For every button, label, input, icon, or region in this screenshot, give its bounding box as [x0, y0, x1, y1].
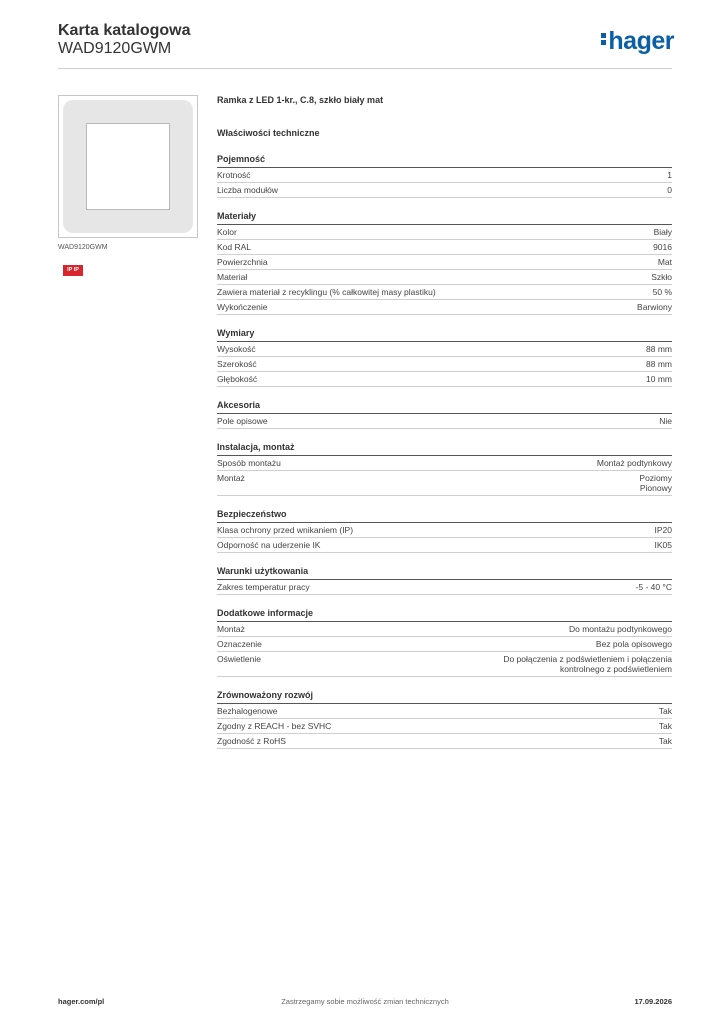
spec-row: [217, 255, 672, 270]
spec-value-line: IP20: [654, 525, 672, 535]
spec-row: [217, 372, 672, 387]
spec-value-line: Nie: [659, 416, 672, 426]
spec-label: Materiał: [217, 272, 248, 282]
spec-value: [651, 272, 672, 282]
spec-label: Pole opisowe: [217, 416, 268, 426]
spec-value-line: 0: [667, 185, 672, 195]
spec-row: [217, 580, 672, 595]
hager-logo: [601, 27, 674, 56]
spec-value-line: Poziomy: [639, 473, 672, 483]
document-title: Karta katalogowa: [58, 22, 191, 39]
logo-text: hager: [608, 27, 674, 55]
spec-row: [217, 285, 672, 300]
spec-label: Głębokość: [217, 374, 258, 384]
spec-label: Oznaczenie: [217, 639, 262, 649]
spec-value: [659, 736, 672, 746]
spec-label: Krotność: [217, 170, 251, 180]
spec-value-line: Pionowy: [639, 483, 672, 493]
spec-section: [217, 211, 672, 315]
spec-value-line: Montaż podtynkowy: [596, 458, 672, 468]
spec-section: [217, 608, 672, 677]
spec-value-line: Biały: [653, 227, 672, 237]
section-title: Akcesoria: [217, 400, 672, 414]
spec-label: Kod RAL: [217, 242, 252, 252]
spec-value: [596, 639, 672, 649]
frame-opening: [86, 123, 170, 210]
spec-value: [646, 344, 672, 354]
spec-row: [217, 168, 672, 183]
section-title: Materiały: [217, 211, 672, 225]
spec-value-line: Do montażu podtynkowego: [568, 624, 672, 634]
frame-outer: [63, 100, 193, 233]
spec-value-line: Do połączenia z podświetleniem i połączenia: [503, 654, 672, 664]
spec-value: [654, 227, 672, 237]
product-image: [58, 95, 198, 238]
spec-row: [217, 456, 672, 471]
product-code: WAD9120GWM: [58, 40, 172, 57]
spec-label: Klasa ochrony przed wnikaniem (IP): [217, 525, 354, 535]
image-caption: WAD9120GWM: [58, 244, 108, 251]
spec-row: [217, 538, 672, 553]
spec-value: [655, 540, 673, 550]
spec-value-line: Mat: [657, 257, 672, 267]
spec-value: [659, 706, 672, 716]
spec-row: [217, 357, 672, 372]
footer-date: 17.09.2026: [634, 997, 672, 1006]
spec-row: [217, 622, 672, 637]
spec-label: Bezhalogenowe: [217, 706, 278, 716]
spec-label: Kolor: [217, 227, 237, 237]
spec-value-line: kontrolnego z podświetleniem: [560, 664, 672, 674]
spec-value-line: 10 mm: [646, 374, 672, 384]
spec-label: Oświetlenie: [217, 654, 261, 664]
spec-value-line: Tak: [658, 721, 672, 731]
spec-label: Sposób montażu: [217, 458, 281, 468]
spec-section: [217, 509, 672, 553]
spec-label: Liczba modułów: [217, 185, 278, 195]
spec-row: [217, 183, 672, 198]
section-title: Dodatkowe informacje: [217, 608, 672, 622]
ip-rating-icon: IP IP: [63, 265, 83, 276]
spec-value: [646, 359, 672, 369]
spec-label: Montaż: [217, 624, 245, 634]
spec-value-line: 88 mm: [646, 344, 672, 354]
spec-section: [217, 154, 672, 198]
spec-section: [217, 400, 672, 429]
spec-section: [217, 566, 672, 595]
spec-value: [653, 287, 672, 297]
logo-dots-icon: [601, 31, 606, 47]
spec-value-line: 9016: [653, 242, 672, 252]
spec-value: [667, 170, 672, 180]
spec-value-line: -5 - 40 °C: [635, 582, 672, 592]
spec-value: [653, 242, 672, 252]
spec-value: [659, 416, 672, 426]
spec-label: Wykończenie: [217, 302, 268, 312]
spec-section: [217, 328, 672, 387]
spec-value: [667, 185, 672, 195]
spec-value-line: IK05: [654, 540, 672, 550]
spec-value: [637, 302, 672, 312]
section-title: Bezpieczeństwo: [217, 509, 672, 523]
spec-value-line: Szkło: [651, 272, 672, 282]
spec-row: [217, 270, 672, 285]
spec-section: [217, 690, 672, 749]
spec-label: Szerokość: [217, 359, 257, 369]
spec-label: Montaż: [217, 473, 245, 483]
spec-value-line: 1: [667, 170, 672, 180]
spec-value-line: Tak: [658, 706, 672, 716]
section-title: Wymiary: [217, 328, 672, 342]
section-title: Zrównoważony rozwój: [217, 690, 672, 704]
spec-label: Zakres temperatur pracy: [217, 582, 310, 592]
spec-row: [217, 704, 672, 719]
spec-row: [217, 471, 672, 496]
spec-sections: [217, 154, 672, 749]
spec-value: [569, 624, 672, 634]
spec-row: [217, 652, 672, 677]
spec-value-line: Bez pola opisowego: [595, 639, 672, 649]
spec-row: [217, 637, 672, 652]
spec-label: Zawiera materiał z recyklingu (% całkowitej masy plastiku): [217, 287, 436, 297]
spec-value: [597, 458, 672, 468]
spec-content: [217, 95, 672, 749]
spec-row: [217, 240, 672, 255]
spec-row: [217, 734, 672, 749]
properties-heading: Właściwości techniczne: [217, 128, 320, 138]
section-title: Pojemność: [217, 154, 672, 168]
spec-value: [503, 654, 672, 674]
spec-row: [217, 719, 672, 734]
spec-row: [217, 342, 672, 357]
spec-label: Zgodny z REACH - bez SVHC: [217, 721, 332, 731]
spec-value-line: 88 mm: [646, 359, 672, 369]
spec-value: [646, 374, 672, 384]
section-title: Instalacja, montaż: [217, 442, 672, 456]
spec-value: [655, 525, 673, 535]
spec-label: Odporność na uderzenie IK: [217, 540, 321, 550]
section-title: Warunki użytkowania: [217, 566, 672, 580]
header-divider: [58, 68, 672, 69]
spec-value-line: Barwiony: [637, 302, 672, 312]
spec-row: [217, 300, 672, 315]
spec-section: [217, 442, 672, 496]
spec-row: [217, 225, 672, 240]
spec-row: [217, 523, 672, 538]
spec-label: Powierzchnia: [217, 257, 268, 267]
spec-value-line: Tak: [658, 736, 672, 746]
spec-value: [636, 582, 672, 592]
footer-website[interactable]: hager.com/pl: [58, 997, 105, 1006]
spec-value: [659, 721, 672, 731]
spec-label: Zgodność z RoHS: [217, 736, 286, 746]
spec-value: [639, 473, 672, 493]
spec-label: Wysokość: [217, 344, 256, 354]
product-description: Ramka z LED 1-kr., C.8, szkło biały mat: [217, 95, 384, 105]
spec-row: [217, 414, 672, 429]
spec-value: [658, 257, 672, 267]
footer-disclaimer: Zastrzegamy sobie możliwość zmian technicznych: [281, 997, 449, 1006]
spec-value-line: 50 %: [652, 287, 672, 297]
